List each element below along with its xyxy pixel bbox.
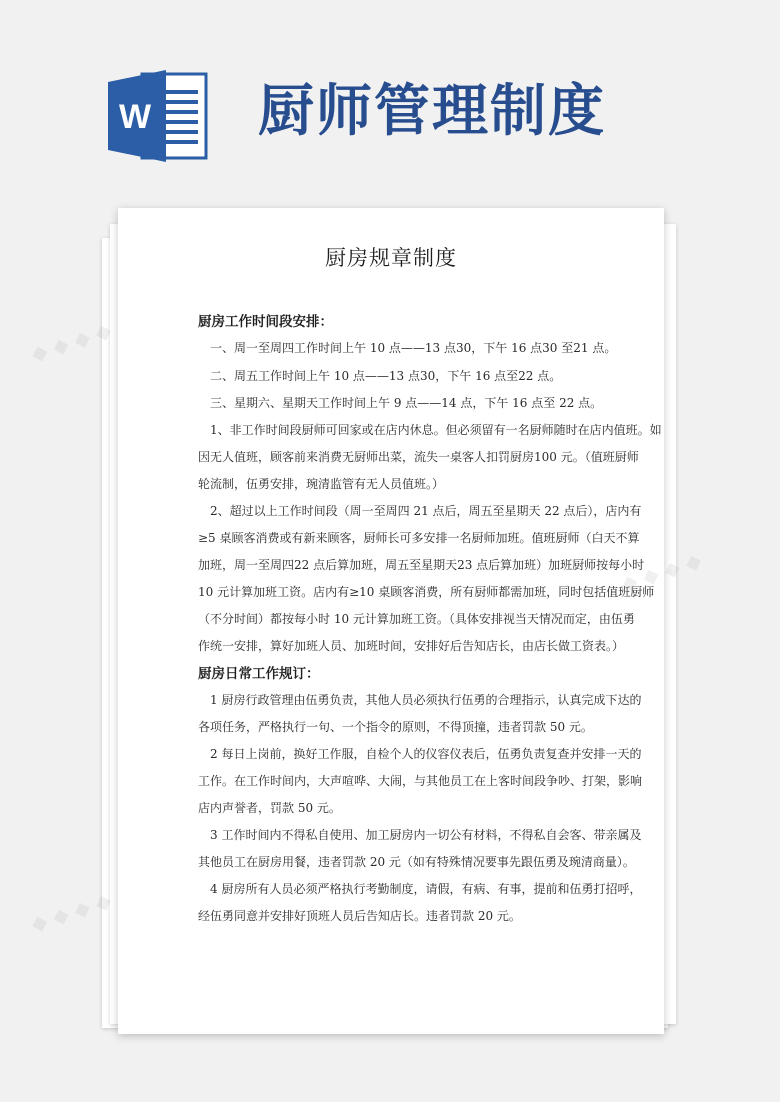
paragraph-line: 1、非工作时间段厨师可回家或在店内休息。但必须留有一名厨师随时在店内值班。如: [210, 423, 662, 437]
watermark-mark: ◆ ◆ ◆ ◆: [28, 317, 115, 367]
paragraph-line: 4 厨房所有人员必须严格执行考勤制度，请假，有病、有事，提前和伍勇打招呼，: [210, 882, 642, 896]
paragraph-line: 其他员工在厨房用餐，违者罚款 20 元（如有特殊情况要事先跟伍勇及琬清商量）。: [198, 855, 635, 869]
paragraph-line: 工作。在工作时间内，大声喧哗、大闹，与其他员工在上客时间段争吵、打架，影响: [198, 774, 643, 788]
paragraph-line: 作统一安排，算好加班人员、加班时间，安排好后告知店长，由店长做工资表。）: [198, 639, 625, 653]
paragraph-line: （不分时间）都按每小时 10 元计算加班工资。（具体安排视当天情况而定，由伍勇: [198, 612, 635, 626]
paragraph-line: ≥5 桌顾客消费或有新来顾客，厨师长可多安排一名厨师加班。值班厨师（白天不算: [198, 531, 640, 545]
paragraph-line: 二、周五工作时间上午 10 点——13 点30，下午 16 点至22 点。: [210, 369, 562, 383]
paragraph-line: 经伍勇同意并安排好顶班人员后告知店长。违者罚款 20 元。: [198, 909, 521, 923]
paragraph-line: 因无人值班，顾客前来消费无厨师出菜，流失一桌客人扣罚厨房100 元。（值班厨师: [198, 450, 639, 464]
watermark-mark: ◆: [682, 547, 705, 576]
word-icon: [108, 68, 208, 164]
paragraph-line: 轮流制，伍勇安排，琬清监管有无人员值班。）: [198, 477, 445, 491]
word-logo-letter: W: [118, 98, 152, 136]
paragraph-line: 加班，周一至周四22 点后算加班，周五至星期天23 点后算加班）加班厨师按每小时: [198, 558, 645, 572]
watermark-mark: ◆ ◆ ◆ ◆: [28, 887, 115, 937]
section-heading-daily-rules: 厨房日常工作规订：: [198, 666, 320, 682]
paragraph-line: 2 每日上岗前，换好工作服，自检个人的仪容仪表后，伍勇负责复查并安排一天的: [210, 747, 642, 761]
paragraph-line: 3 工作时间内不得私自使用、加工厨房内一切公有材料，不得私自会客、带亲属及: [210, 828, 642, 842]
paragraph-line: 2、超过以上工作时间段（周一至周四 21 点后，周五至星期天 22 点后），店内有: [210, 504, 642, 518]
banner: [0, 0, 780, 200]
paragraph-line: 1 厨房行政管理由伍勇负责，其他人员必须执行伍勇的合理指示，认真完成下达的: [210, 693, 642, 707]
banner-title: 厨师管理制度: [258, 79, 606, 144]
paragraph-line: 三、星期六、星期天工作时间上午 9 点——14 点，下午 16 点至 22 点。: [210, 396, 603, 410]
document-title: 厨房规章制度: [325, 246, 457, 270]
paragraph-line: 一、周一至周四工作时间上午 10 点——13 点30，下午 16 点30 至21 点。: [210, 341, 617, 355]
section-heading-work-hours: 厨房工作时间段安排：: [198, 314, 333, 330]
paragraph-line: 10 元计算加班工资。店内有≥10 桌顾客消费，所有厨师都需加班，同时包括值班厨师: [198, 585, 655, 599]
document-page: [118, 208, 664, 1034]
paragraph-line: 店内声誉者，罚款 50 元。: [198, 801, 341, 815]
paragraph-line: 各项任务，严格执行一句、一个指令的原则，不得顶撞，违者罚款 50 元。: [198, 720, 593, 734]
